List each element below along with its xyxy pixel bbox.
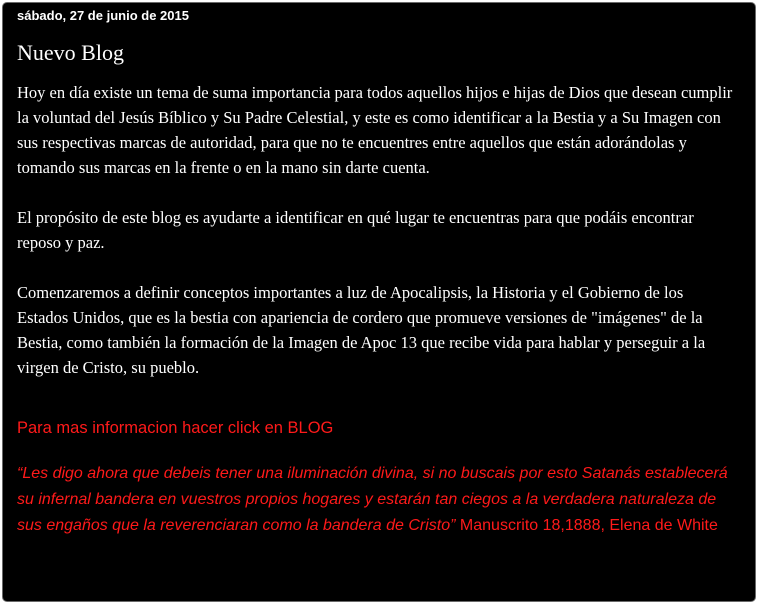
- post-date: sábado, 27 de junio de 2015: [17, 8, 189, 23]
- post-paragraph: Comenzaremos a definir conceptos importantes a luz de Apocalipsis, la Historia y el Gobierno de los Estados Unidos, que es la bestia con apariencia de cordero que promueve versiones de "imágenes" de la Bestia, como también la formación de la Imagen de Apoc 13 que recibe vida para hablar y perseguir a la virgen de Cristo, su pueblo.: [17, 283, 706, 377]
- quote-block: [17, 461, 742, 539]
- post-paragraph: El propósito de este blog es ayudarte a identificar en qué lugar te encuentras para que podáis encontrar reposo y paz.: [17, 208, 694, 252]
- quote-source: Manuscrito 18,1888, Elena de White: [455, 517, 718, 534]
- post-body: [17, 80, 737, 380]
- post-title[interactable]: Nuevo Blog: [17, 40, 124, 65]
- quote-text: “Les digo ahora que debeis tener una iluminación divina, si no buscais por esto Satanás establecerá su infernal bandera en vuestros propios hogares y estarán tan ciegos a la verdadera naturaleza de sus engaños que la reverenciaran como la bandera de Cristo”: [17, 465, 728, 534]
- more-info-link[interactable]: Para mas informacion hacer click en BLOG: [17, 419, 334, 437]
- post-paragraph: Hoy en día existe un tema de suma importancia para todos aquellos hijos e hijas de Dios que desean cumplir la voluntad del Jesús Bíblico y Su Padre Celestial, y este es como identificar a la Bestia y a Su Imagen con sus respectivas marcas de autoridad, para que no te encuentres entre aquellos que están adorándolas y tomando sus marcas en la frente o en la mano sin darte cuenta.: [17, 83, 733, 177]
